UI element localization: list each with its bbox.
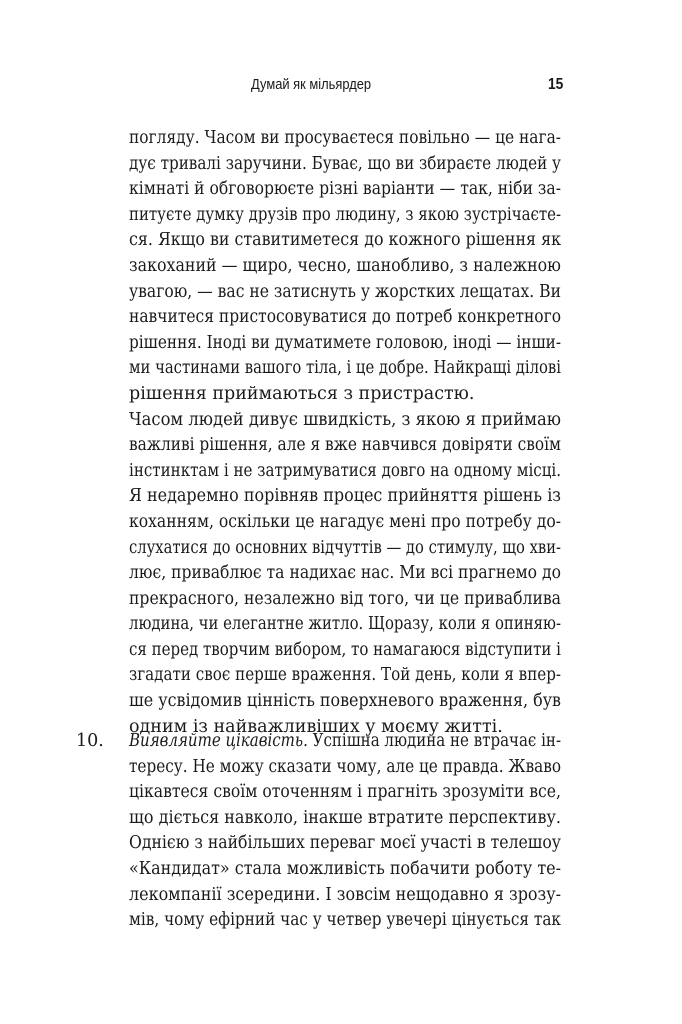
text-line: цікавтеся своїм оточенням і прагніть зрозуміти все, [129,782,561,803]
list-item [129,729,561,934]
running-head [0,76,682,100]
list-item-number: 10. [76,731,104,751]
text-line: кімнаті й обговорюєте різні варіанти — так, ніби за- [129,179,561,200]
text-line: лює, приваблює та надихає нас. Ми всі прагнемо до [129,563,561,584]
text-line: одним із найважливіших у моєму житті. [129,716,503,737]
text-line [129,729,561,755]
list-item-lead: Виявляйте цікавість. [129,731,308,751]
text-line: закоханий — щиро, чесно, шанобливо, з належною [129,255,561,276]
text-line: згадати своє перше враження. Той день, коли я впер- [129,665,562,686]
text-line: Я недаремно порівняв процес прийняття рішень із [129,486,562,507]
text-line: увагою, — вас не затиснуть у жорстких лещатах. Ви [129,281,561,302]
text-line: інстинктам і не затримуватися довго на одному місці. [129,460,561,481]
text-line: тересу. Не можу сказати чому, але це правда. Жваво [129,756,562,777]
text-line: Часом людей дивує швидкість, з якою я приймаю [129,409,561,430]
text-line: людина, чи елегантне житло. Щоразу, коли я опиняю- [129,614,561,635]
list-item-first-line: Успішна людина не втрачає ін- [307,731,562,751]
text-line: питуєте думку друзів про людину, з якою зустрічаєте- [129,204,562,225]
text-line: ми частинами вашого тіла, і це добре. Найкращі ділові [129,358,561,379]
page-number: 15 [548,76,564,93]
text-line: «Кандидат» стала можливість побачити роботу те- [129,858,562,879]
text-line: що діється навколо, інакше втратите перспективу. [129,807,562,828]
paragraph [129,126,561,408]
text-line: коханням, оскільки це нагадує мені про потребу до- [129,511,562,532]
text-line: лекомпанії зсередини. І зовсім нещодавно я зрозу- [129,884,562,905]
running-title: Думай як мільярдер [251,76,372,93]
text-line: важливі рішення, але я вже навчився довіряти своїм [129,435,561,456]
text-line: навчитеся пристосовуватися до потреб конкретного [129,307,562,328]
text-line: Однією з найбільших переваг моєї участі в телешоу [129,833,561,854]
text-line: ся. Якщо ви ставитиметеся до кожного рішення як [129,230,561,251]
text-line: рішення приймаються з пристрастю. [129,383,475,404]
text-line: ше усвідомив цінність поверхневого враження, був [129,691,562,712]
text-line: прекрасного, незалежно від того, чи це приваблива [129,588,562,609]
text-line: слухатися до основних відчуттів — до стимулу, що хви- [129,537,562,558]
text-line: дує тривалі заручини. Буває, що ви збираєте людей у [129,153,562,174]
text-line: ся перед творчим вибором, то намагаюся відступити і [129,639,561,660]
text-line: погляду. Часом ви просуваєтеся повільно — це нага- [129,128,561,148]
text-line: рішення. Іноді ви думатимете головою, іноді — інши- [129,332,562,353]
paragraph [129,408,561,741]
text-line: мів, чому ефірний час у четвер увечері цінується так [129,910,561,931]
body-text [129,126,561,740]
